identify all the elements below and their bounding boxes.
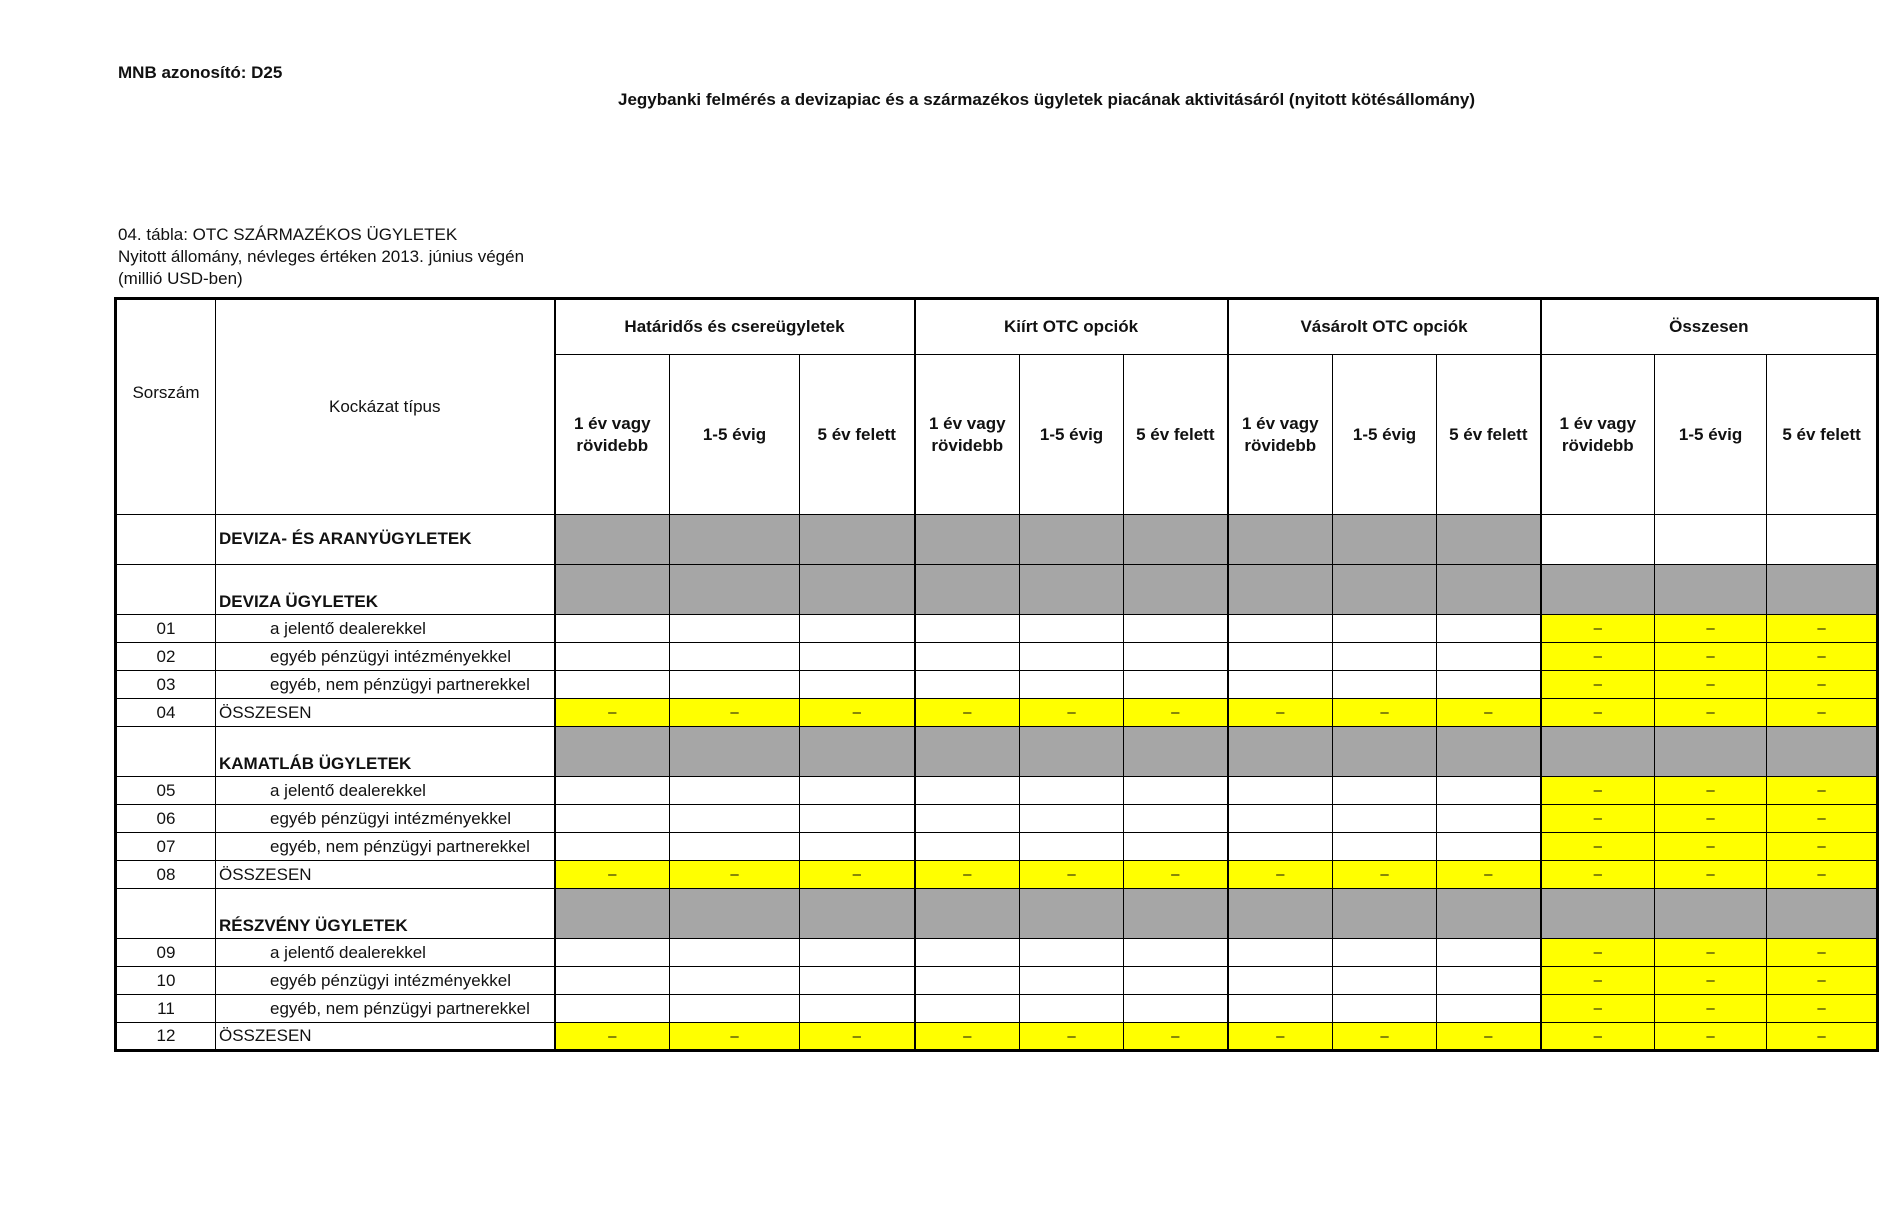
total-cell: – (1228, 699, 1333, 727)
data-cell (1437, 515, 1541, 565)
input-cell[interactable] (1124, 939, 1228, 967)
row-number: 08 (116, 861, 216, 889)
input-cell[interactable] (1228, 967, 1333, 995)
total-cell: – (1655, 777, 1767, 805)
input-cell[interactable] (670, 833, 800, 861)
total-cell: – (1541, 833, 1655, 861)
input-cell[interactable] (1228, 939, 1333, 967)
header-maturity-3-1: 1 év vagy rövidebb (1228, 355, 1333, 515)
data-cell (1124, 889, 1228, 939)
total-cell: – (1767, 643, 1878, 671)
header-kockazat-tipus: Kockázat típus (216, 299, 555, 515)
row-label: egyéb pénzügyi intézményekkel (216, 967, 555, 995)
section-header-row (116, 565, 1878, 615)
section-header-row (116, 889, 1878, 939)
data-cell (670, 565, 800, 615)
total-cell: – (915, 861, 1020, 889)
input-cell[interactable] (1437, 995, 1541, 1023)
total-cell: – (800, 1023, 915, 1051)
data-cell (670, 727, 800, 777)
row-number: 12 (116, 1023, 216, 1051)
input-cell[interactable] (1333, 671, 1437, 699)
total-cell: – (1541, 643, 1655, 671)
data-cell (555, 515, 670, 565)
header-maturity-3-3: 5 év felett (1437, 355, 1541, 515)
row-label: a jelentő dealerekkel (216, 939, 555, 967)
data-cell (1541, 515, 1655, 565)
total-cell: – (1541, 671, 1655, 699)
input-cell[interactable] (1333, 777, 1437, 805)
input-cell[interactable] (800, 939, 915, 967)
input-cell[interactable] (1333, 967, 1437, 995)
total-cell: – (1437, 861, 1541, 889)
input-cell[interactable] (670, 671, 800, 699)
header-group-1: Határidős és csereügyletek (555, 299, 915, 355)
input-cell[interactable] (915, 967, 1020, 995)
table-caption (118, 224, 524, 290)
input-cell[interactable] (670, 995, 800, 1023)
data-cell (1333, 565, 1437, 615)
input-cell[interactable] (1228, 615, 1333, 643)
input-cell[interactable] (555, 777, 670, 805)
input-cell[interactable] (1333, 643, 1437, 671)
input-cell[interactable] (1020, 777, 1124, 805)
header-maturity-1-2: 1-5 évig (670, 355, 800, 515)
otc-derivatives-table (114, 297, 1879, 1052)
total-cell: – (1767, 1023, 1878, 1051)
data-cell (1333, 515, 1437, 565)
input-cell[interactable] (1333, 995, 1437, 1023)
data-cell (1228, 565, 1333, 615)
section-title: DEVIZA- ÉS ARANYÜGYLETEK (216, 515, 555, 565)
input-cell[interactable] (915, 805, 1020, 833)
input-cell[interactable] (1124, 615, 1228, 643)
input-cell[interactable] (1228, 671, 1333, 699)
total-cell: – (1333, 861, 1437, 889)
header-maturity-4-3: 5 év felett (1767, 355, 1878, 515)
total-cell: – (1767, 805, 1878, 833)
total-cell: – (1541, 615, 1655, 643)
row-number: 07 (116, 833, 216, 861)
data-cell (1767, 565, 1878, 615)
input-cell[interactable] (1437, 643, 1541, 671)
row-label: ÖSSZESEN (216, 1023, 555, 1051)
total-cell: – (1124, 861, 1228, 889)
input-cell[interactable] (555, 671, 670, 699)
total-cell: – (1124, 699, 1228, 727)
data-cell (1437, 565, 1541, 615)
row-number: 06 (116, 805, 216, 833)
total-cell: – (555, 861, 670, 889)
section-header-row (116, 727, 1878, 777)
total-cell: – (1767, 861, 1878, 889)
input-cell[interactable] (1437, 805, 1541, 833)
input-cell[interactable] (1124, 995, 1228, 1023)
total-cell: – (1020, 1023, 1124, 1051)
total-cell: – (670, 1023, 800, 1051)
data-cell (1020, 565, 1124, 615)
total-cell: – (1767, 995, 1878, 1023)
data-cell (1541, 565, 1655, 615)
data-cell (555, 727, 670, 777)
total-row (116, 861, 1878, 889)
header-group-3: Vásárolt OTC opciók (1228, 299, 1541, 355)
cell-sorszam-empty (116, 889, 216, 939)
cell-sorszam-empty (116, 727, 216, 777)
data-cell (1767, 889, 1878, 939)
total-cell: – (1541, 805, 1655, 833)
total-cell: – (1333, 1023, 1437, 1051)
table-row (116, 995, 1878, 1023)
data-cell (1437, 727, 1541, 777)
header-maturity-1-3: 5 év felett (800, 355, 915, 515)
data-cell (1228, 889, 1333, 939)
input-cell[interactable] (1124, 833, 1228, 861)
row-deviza-arany (116, 515, 1878, 565)
header-maturity-3-2: 1-5 évig (1333, 355, 1437, 515)
table-row (116, 777, 1878, 805)
total-cell: – (1228, 861, 1333, 889)
header-row-groups (116, 299, 1878, 355)
data-cell (1124, 565, 1228, 615)
data-cell (1655, 727, 1767, 777)
data-cell (1228, 727, 1333, 777)
input-cell[interactable] (1333, 805, 1437, 833)
total-cell: – (1655, 699, 1767, 727)
section-title: RÉSZVÉNY ÜGYLETEK (216, 889, 555, 939)
total-cell: – (555, 699, 670, 727)
table-row (116, 967, 1878, 995)
total-cell: – (670, 699, 800, 727)
row-number: 05 (116, 777, 216, 805)
input-cell[interactable] (1124, 671, 1228, 699)
input-cell[interactable] (800, 967, 915, 995)
input-cell[interactable] (915, 995, 1020, 1023)
total-cell: – (1541, 939, 1655, 967)
input-cell[interactable] (1124, 777, 1228, 805)
total-cell: – (1228, 1023, 1333, 1051)
total-cell: – (1541, 699, 1655, 727)
input-cell[interactable] (1437, 615, 1541, 643)
total-cell: – (1655, 967, 1767, 995)
total-cell: – (1767, 615, 1878, 643)
input-cell[interactable] (1020, 671, 1124, 699)
total-cell: – (1655, 939, 1767, 967)
total-cell: – (1767, 699, 1878, 727)
input-cell[interactable] (670, 643, 800, 671)
row-number: 02 (116, 643, 216, 671)
input-cell[interactable] (800, 615, 915, 643)
input-cell[interactable] (915, 833, 1020, 861)
header-sorszam: Sorszám (116, 299, 216, 515)
input-cell[interactable] (1437, 967, 1541, 995)
total-cell: – (1655, 995, 1767, 1023)
input-cell[interactable] (555, 967, 670, 995)
data-cell (1124, 515, 1228, 565)
input-cell[interactable] (800, 643, 915, 671)
data-cell (1020, 727, 1124, 777)
total-cell: – (800, 699, 915, 727)
header-maturity-1-1: 1 év vagy rövidebb (555, 355, 670, 515)
input-cell[interactable] (1333, 615, 1437, 643)
caption-line-2: Nyitott állomány, névleges értéken 2013. június végén (118, 247, 525, 266)
row-label: egyéb, nem pénzügyi partnerekkel (216, 671, 555, 699)
cell-sorszam-empty (116, 565, 216, 615)
data-cell (1767, 515, 1878, 565)
data-cell (800, 565, 915, 615)
input-cell[interactable] (670, 967, 800, 995)
row-label: egyéb, nem pénzügyi partnerekkel (216, 995, 555, 1023)
total-cell: – (1655, 615, 1767, 643)
total-cell: – (915, 699, 1020, 727)
header-group-2: Kiírt OTC opciók (915, 299, 1228, 355)
total-cell: – (1437, 1023, 1541, 1051)
row-number: 10 (116, 967, 216, 995)
total-cell: – (1767, 967, 1878, 995)
cell-sorszam-empty (116, 515, 216, 565)
input-cell[interactable] (670, 939, 800, 967)
input-cell[interactable] (1124, 643, 1228, 671)
input-cell[interactable] (800, 805, 915, 833)
data-cell (1333, 889, 1437, 939)
data-cell (800, 727, 915, 777)
input-cell[interactable] (555, 995, 670, 1023)
row-number: 09 (116, 939, 216, 967)
total-cell: – (1333, 699, 1437, 727)
header-maturity-2-2: 1-5 évig (1020, 355, 1124, 515)
data-cell (1655, 889, 1767, 939)
row-label: egyéb pénzügyi intézményekkel (216, 643, 555, 671)
total-cell: – (1541, 777, 1655, 805)
total-cell: – (1541, 967, 1655, 995)
total-cell: – (670, 861, 800, 889)
input-cell[interactable] (800, 671, 915, 699)
data-cell (1124, 727, 1228, 777)
data-cell (915, 515, 1020, 565)
input-cell[interactable] (555, 615, 670, 643)
row-label: ÖSSZESEN (216, 861, 555, 889)
section-title: DEVIZA ÜGYLETEK (216, 565, 555, 615)
total-cell: – (1020, 699, 1124, 727)
total-cell: – (1767, 671, 1878, 699)
total-cell: – (1655, 643, 1767, 671)
input-cell[interactable] (800, 833, 915, 861)
total-cell: – (1767, 833, 1878, 861)
input-cell[interactable] (1333, 833, 1437, 861)
data-cell (1655, 565, 1767, 615)
data-cell (670, 515, 800, 565)
total-cell: – (1020, 861, 1124, 889)
data-cell (1767, 727, 1878, 777)
table-row (116, 671, 1878, 699)
input-cell[interactable] (1020, 805, 1124, 833)
total-cell: – (1541, 861, 1655, 889)
input-cell[interactable] (1020, 643, 1124, 671)
header-maturity-4-2: 1-5 évig (1655, 355, 1767, 515)
input-cell[interactable] (1020, 615, 1124, 643)
row-label: egyéb, nem pénzügyi partnerekkel (216, 833, 555, 861)
data-cell (1541, 889, 1655, 939)
total-cell: – (1655, 833, 1767, 861)
input-cell[interactable] (915, 643, 1020, 671)
input-cell[interactable] (555, 805, 670, 833)
caption-line-1: 04. tábla: OTC SZÁRMAZÉKOS ÜGYLETEK (118, 225, 458, 244)
data-cell (1020, 515, 1124, 565)
row-label: a jelentő dealerekkel (216, 777, 555, 805)
data-cell (800, 515, 915, 565)
total-cell: – (1437, 699, 1541, 727)
data-cell (670, 889, 800, 939)
data-cell (1541, 727, 1655, 777)
data-cell (1437, 889, 1541, 939)
input-cell[interactable] (1228, 833, 1333, 861)
input-cell[interactable] (1333, 939, 1437, 967)
input-cell[interactable] (1228, 995, 1333, 1023)
total-cell: – (1655, 861, 1767, 889)
table-row (116, 805, 1878, 833)
input-cell[interactable] (1124, 805, 1228, 833)
total-cell: – (1655, 671, 1767, 699)
input-cell[interactable] (800, 777, 915, 805)
section-title: KAMATLÁB ÜGYLETEK (216, 727, 555, 777)
mnb-id: MNB azonosító: D25 (118, 63, 283, 82)
input-cell[interactable] (670, 615, 800, 643)
row-number: 04 (116, 699, 216, 727)
data-cell (800, 889, 915, 939)
input-cell[interactable] (555, 643, 670, 671)
row-label: egyéb pénzügyi intézményekkel (216, 805, 555, 833)
input-cell[interactable] (1437, 777, 1541, 805)
row-label: ÖSSZESEN (216, 699, 555, 727)
caption-line-3: (millió USD-ben) (118, 269, 243, 288)
header-maturity-2-3: 5 év felett (1124, 355, 1228, 515)
input-cell[interactable] (915, 671, 1020, 699)
input-cell[interactable] (1437, 939, 1541, 967)
row-number: 01 (116, 615, 216, 643)
input-cell[interactable] (1020, 995, 1124, 1023)
header-maturity-2-1: 1 év vagy rövidebb (915, 355, 1020, 515)
data-cell (555, 889, 670, 939)
input-cell[interactable] (555, 939, 670, 967)
total-cell: – (1655, 1023, 1767, 1051)
total-row (116, 1023, 1878, 1051)
total-cell: – (1124, 1023, 1228, 1051)
input-cell[interactable] (1020, 967, 1124, 995)
input-cell[interactable] (915, 939, 1020, 967)
document-title: Jegybanki felmérés a devizapiac és a származékos ügyletek piacának aktivitásáról (nyitott kötésállomány) (618, 90, 1475, 109)
input-cell[interactable] (1228, 777, 1333, 805)
input-cell[interactable] (555, 833, 670, 861)
data-cell (1655, 515, 1767, 565)
data-cell (1333, 727, 1437, 777)
row-number: 11 (116, 995, 216, 1023)
table-row (116, 833, 1878, 861)
table-row (116, 643, 1878, 671)
data-cell (1020, 889, 1124, 939)
header-maturity-4-1: 1 év vagy rövidebb (1541, 355, 1655, 515)
data-cell (555, 565, 670, 615)
input-cell[interactable] (670, 805, 800, 833)
input-cell[interactable] (670, 777, 800, 805)
total-cell: – (1541, 1023, 1655, 1051)
total-cell: – (1767, 777, 1878, 805)
row-label: a jelentő dealerekkel (216, 615, 555, 643)
input-cell[interactable] (1228, 805, 1333, 833)
total-row (116, 699, 1878, 727)
row-number: 03 (116, 671, 216, 699)
total-cell: – (1767, 939, 1878, 967)
data-cell (915, 727, 1020, 777)
table-row (116, 615, 1878, 643)
input-cell[interactable] (1020, 939, 1124, 967)
header-group-4: Összesen (1541, 299, 1878, 355)
input-cell[interactable] (1020, 833, 1124, 861)
total-cell: – (1655, 805, 1767, 833)
table-row (116, 939, 1878, 967)
input-cell[interactable] (800, 995, 915, 1023)
total-cell: – (555, 1023, 670, 1051)
data-cell (915, 565, 1020, 615)
input-cell[interactable] (1124, 967, 1228, 995)
total-cell: – (915, 1023, 1020, 1051)
data-cell (915, 889, 1020, 939)
total-cell: – (800, 861, 915, 889)
input-cell[interactable] (915, 777, 1020, 805)
data-cell (1228, 515, 1333, 565)
input-cell[interactable] (1228, 643, 1333, 671)
input-cell[interactable] (1437, 671, 1541, 699)
total-cell: – (1541, 995, 1655, 1023)
input-cell[interactable] (915, 615, 1020, 643)
input-cell[interactable] (1437, 833, 1541, 861)
